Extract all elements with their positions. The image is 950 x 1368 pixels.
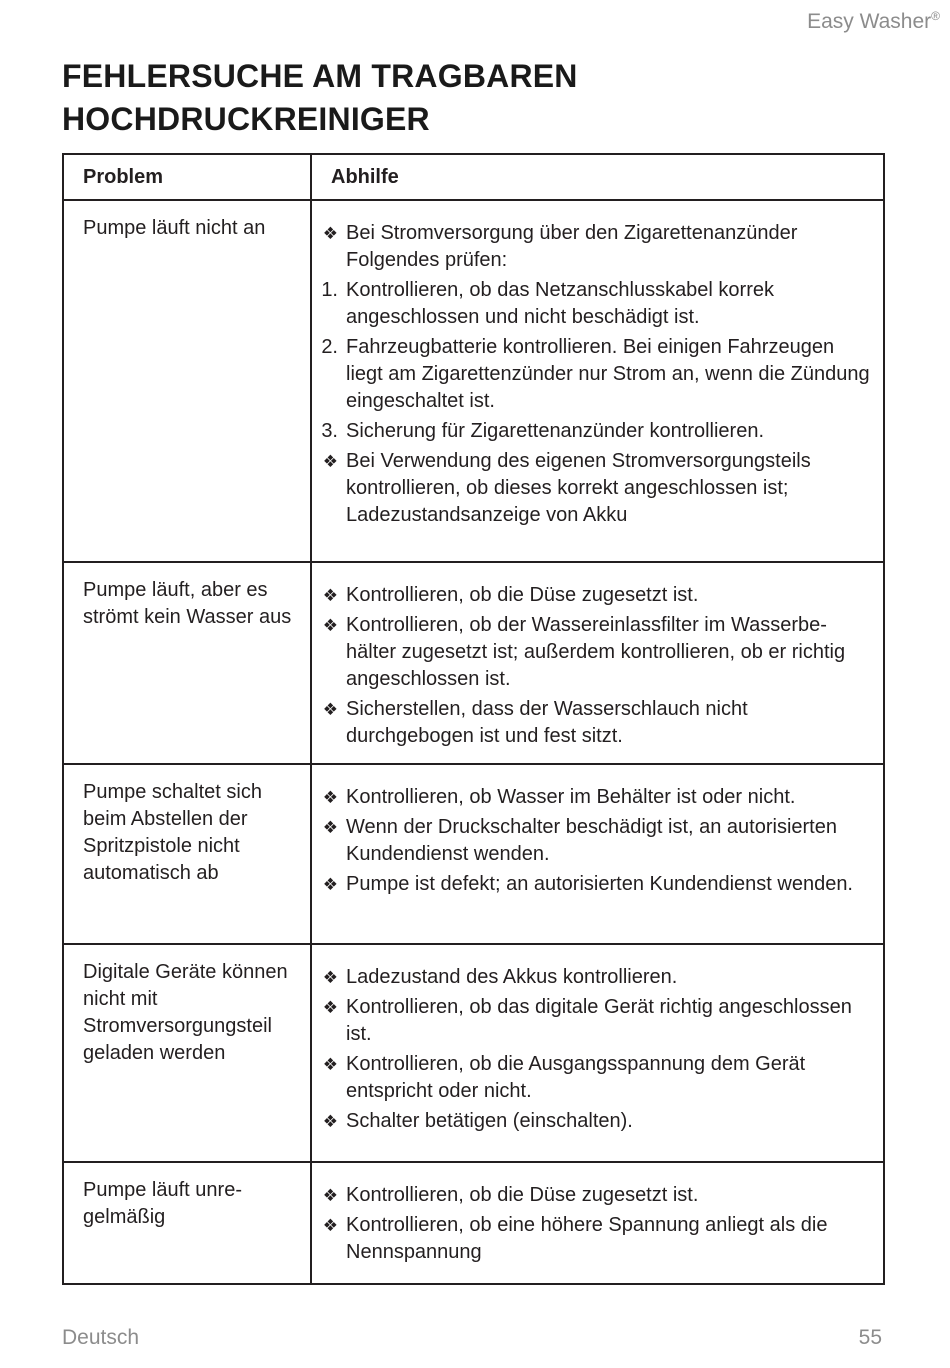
footer-page-number: 55 xyxy=(858,1326,882,1349)
table-row xyxy=(63,1162,884,1284)
bullet-diamond-icon: ❖ xyxy=(322,875,338,894)
remedy-item xyxy=(318,418,873,445)
page-title xyxy=(62,55,578,141)
brand-name: Easy Washer xyxy=(807,10,932,33)
bullet-diamond-icon: ❖ xyxy=(322,1186,338,1205)
bullet-diamond-icon: ❖ xyxy=(322,586,338,605)
page-title-line-1: FEHLERSUCHE AM TRAGBAREN xyxy=(62,58,578,94)
remedy-text: Wenn der Druckschalter beschädigt ist, an autorisierten Kundendienst wenden. xyxy=(346,816,837,865)
problem-cell: Pumpe schaltet sich beim Abstellen der Spritzpistole nicht automatisch ab xyxy=(63,764,311,944)
problem-cell: Pumpe läuft, aber es strömt kein Wasser aus xyxy=(63,562,311,764)
remedy-text: Kontrollieren, ob die Düse zugesetzt ist. xyxy=(346,584,699,606)
bullet-diamond-icon: ❖ xyxy=(322,224,338,243)
remedy-text: Kontrollieren, ob die Ausgangsspannung dem Gerät entspricht oder nicht. xyxy=(346,1053,806,1102)
bullet-diamond-icon: ❖ xyxy=(322,998,338,1017)
remedy-item xyxy=(318,220,873,274)
remedy-text: Kontrollieren, ob Wasser im Behälter ist oder nicht. xyxy=(346,786,796,808)
remedy-item xyxy=(318,277,873,331)
table-row xyxy=(63,944,884,1162)
list-number: 2. xyxy=(321,336,338,358)
remedy-item xyxy=(318,964,873,991)
remedy-cell xyxy=(311,562,884,764)
remedy-list xyxy=(318,964,873,1135)
remedy-list xyxy=(318,582,873,750)
list-number: 3. xyxy=(321,420,338,442)
remedy-cell xyxy=(311,764,884,944)
bullet-diamond-icon: ❖ xyxy=(322,1216,338,1235)
bullet-diamond-icon: ❖ xyxy=(322,700,338,719)
remedy-item xyxy=(318,582,873,609)
remedy-item xyxy=(318,1182,873,1209)
remedy-text: Sicherstellen, dass der Wasserschlauch nicht durchgebogen ist und fest sitzt. xyxy=(346,698,748,747)
remedy-text: Kontrollieren, ob der Wassereinlassfilter im Wasserbe-hälter zugesetzt ist; außerdem kontrollieren, ob er richtig angeschlossen ist. xyxy=(346,614,846,690)
remedy-cell xyxy=(311,1162,884,1284)
remedy-item xyxy=(318,612,873,693)
problem-cell: Pumpe läuft nicht an xyxy=(63,200,311,562)
remedy-item xyxy=(318,1212,873,1266)
table-row xyxy=(63,200,884,562)
bullet-diamond-icon: ❖ xyxy=(322,818,338,837)
problem-cell: Pumpe läuft unre-gelmäßig xyxy=(63,1162,311,1284)
remedy-item xyxy=(318,994,873,1048)
remedy-text: Fahrzeugbatterie kontrollieren. Bei einigen Fahrzeugen liegt am Zigarettenzünder nur Strom an, wenn die Zündung eingeschaltet ist. xyxy=(346,336,870,412)
remedy-item xyxy=(318,1051,873,1105)
column-header-remedy: Abhilfe xyxy=(311,154,884,200)
troubleshooting-table xyxy=(62,153,885,1285)
list-number: 1. xyxy=(321,279,338,301)
table-row xyxy=(63,764,884,944)
remedy-text: Kontrollieren, ob eine höhere Spannung anliegt als die Nennspannung xyxy=(346,1214,828,1263)
table-row xyxy=(63,562,884,764)
bullet-diamond-icon: ❖ xyxy=(322,1055,338,1074)
remedy-item xyxy=(318,448,873,529)
remedy-item xyxy=(318,784,873,811)
remedy-item xyxy=(318,334,873,415)
footer-language: Deutsch xyxy=(62,1326,140,1349)
remedy-cell xyxy=(311,200,884,562)
bullet-diamond-icon: ❖ xyxy=(322,1112,338,1131)
page-title-line-2: HOCHDRUCKREINIGER xyxy=(62,101,430,137)
table-header-row xyxy=(63,154,884,200)
registered-mark: ® xyxy=(931,9,940,23)
bullet-diamond-icon: ❖ xyxy=(322,452,338,471)
remedy-text: Kontrollieren, ob das digitale Gerät richtig angeschlossen ist. xyxy=(346,996,852,1045)
column-header-problem: Problem xyxy=(63,154,311,200)
remedy-text: Kontrollieren, ob die Düse zugesetzt ist. xyxy=(346,1184,699,1206)
remedy-cell xyxy=(311,944,884,1162)
remedy-text: Sicherung für Zigarettenanzünder kontrollieren. xyxy=(346,420,765,442)
remedy-text: Bei Stromversorgung über den Zigarettenanzünder Folgendes prüfen: xyxy=(346,222,798,271)
remedy-text: Schalter betätigen (einschalten). xyxy=(346,1110,633,1132)
remedy-text: Kontrollieren, ob das Netzanschlusskabel korrek angeschlossen und nicht beschädigt ist. xyxy=(346,279,774,328)
remedy-list xyxy=(318,1182,873,1266)
remedy-item xyxy=(318,814,873,868)
bullet-diamond-icon: ❖ xyxy=(322,968,338,987)
remedy-text: Bei Verwendung des eigenen Stromversorgungsteils kontrollieren, ob dieses korrekt angeschlossen ist; Ladezustandsanzeige von Akku xyxy=(346,450,811,526)
remedy-list xyxy=(318,220,873,529)
brand-header xyxy=(807,9,940,34)
remedy-item xyxy=(318,871,873,898)
bullet-diamond-icon: ❖ xyxy=(322,616,338,635)
remedy-text: Ladezustand des Akkus kontrollieren. xyxy=(346,966,678,988)
remedy-list xyxy=(318,784,873,898)
remedy-item xyxy=(318,696,873,750)
problem-cell: Digitale Geräte können nicht mit Stromversorgungsteil geladen werden xyxy=(63,944,311,1162)
bullet-diamond-icon: ❖ xyxy=(322,788,338,807)
remedy-text: Pumpe ist defekt; an autorisierten Kundendienst wenden. xyxy=(346,873,853,895)
remedy-item xyxy=(318,1108,873,1135)
